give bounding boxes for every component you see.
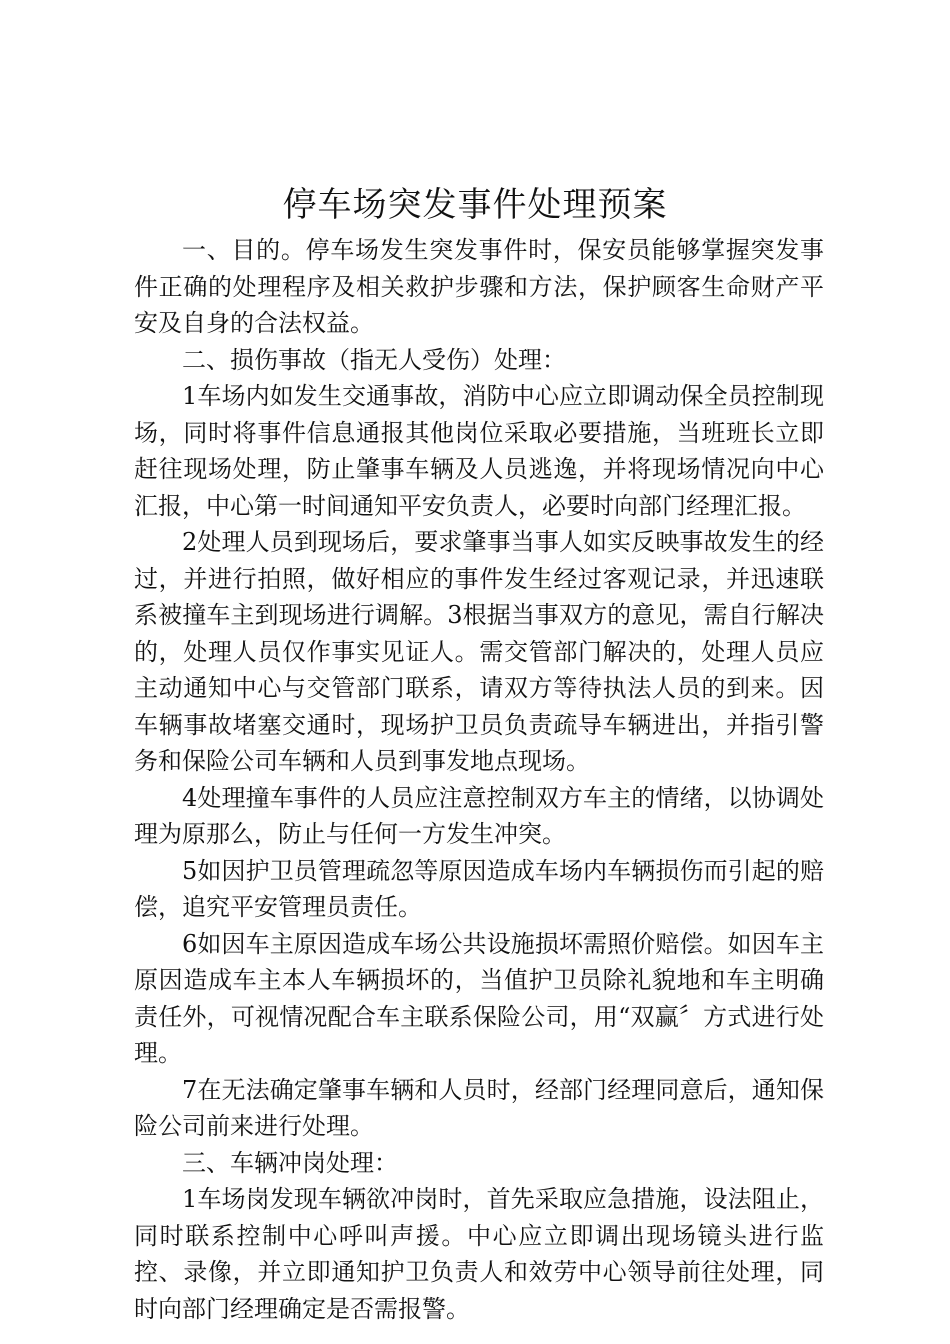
section-heading-damage-accident: 二、损伤事故（指无人受伤）处理： (182, 345, 566, 374)
paragraph-item-4: 4处理撞车事件的人员应注意控制双方车主的情绪，以协调处理为原那么，防止与任何一方发生冲突。 (134, 783, 824, 848)
document-body (134, 232, 824, 1327)
paragraph-item-2-3: 2处理人员到现场后，要求肇事当事人如实反映事故发生的经过，并进行拍照，做好相应的事件发生经过客观记录，并迅速联系被撞车主到现场进行调解。3根据当事双方的意见，需自行解决的，处理人员仅作事实见证人。需交管部门解决的，处理人员应主动通知中心与交管部门联系，请双方等待执法人员的到来。因车辆事故堵塞交通时，现场护卫员负责疏导车辆进出，并指引警务和保险公司车辆和人员到事发地点现场。 (134, 528, 824, 775)
paragraph-item-6: 6如因车主原因造成车场公共设施损坏需照价赔偿。如因车主原因造成车主本人车辆损坏的，当值护卫员除礼貌地和车主明确责任外，可视情况配合车主联系保险公司，用“双赢〞方式进行处理。 (134, 929, 824, 1067)
paragraph-purpose: 一、目的。停车场发生突发事件时，保安员能够掌握突发事件正确的处理程序及相关救护步骤和方法，保护顾客生命财产平安及自身的合法权益。 (134, 236, 824, 337)
document-title: 停车场突发事件处理预案 (282, 185, 668, 225)
paragraph-item-1: 1车场内如发生交通事故，消防中心应立即调动保全员控制现场，同时将事件信息通报其他岗位采取必要措施，当班班长立即赶往现场处理，防止肇事车辆及人员逃逸，并将现场情况向中心汇报，中心第一时间通知平安负责人，必要时向部门经理汇报。 (134, 382, 824, 520)
paragraph-item-5: 5如因护卫员管理疏忽等原因造成车场内车辆损伤而引起的赔偿，追究平安管理员责任。 (134, 856, 824, 921)
section-heading-vehicle-rush: 三、车辆冲岗处理： (182, 1148, 398, 1177)
paragraph-item-7: 7在无法确定肇事车辆和人员时，经部门经理同意后，通知保险公司前来进行处理。 (134, 1075, 824, 1140)
paragraph-rush-item-1: 1车场岗发现车辆欲冲岗时，首先采取应急措施，设法阻止，同时联系控制中心呼叫声援。中心应立即调出现场镜头进行监控、录像，并立即通知护卫负责人和效劳中心领导前往处理，同时向部门经理确定是否需报警。 (134, 1185, 824, 1323)
